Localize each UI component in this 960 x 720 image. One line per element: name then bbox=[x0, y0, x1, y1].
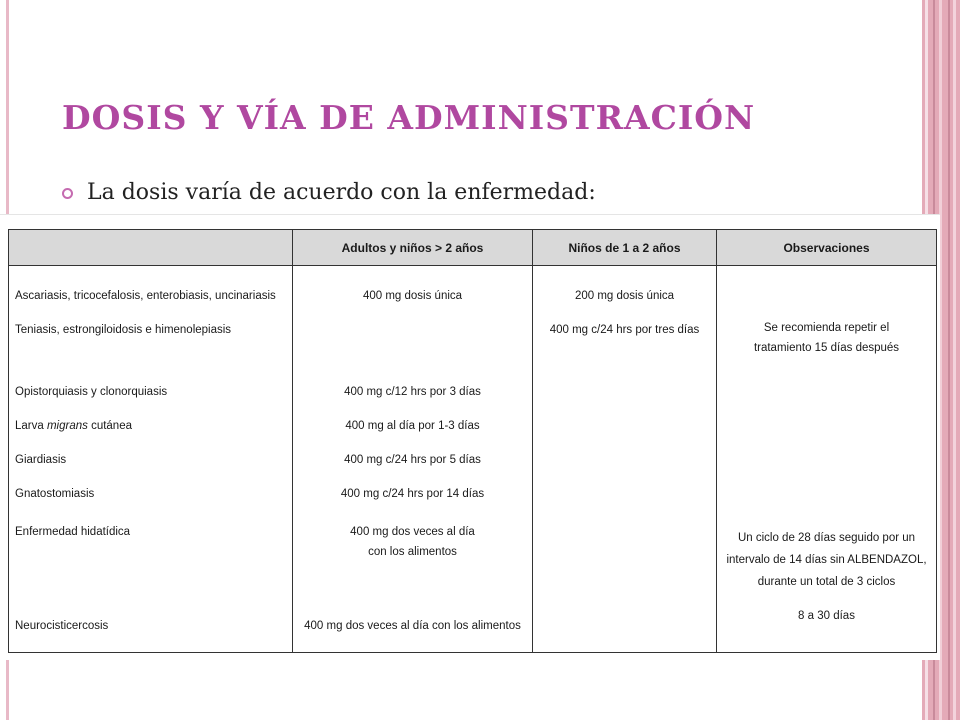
circle-bullet-icon bbox=[62, 188, 73, 199]
condition-ascariasis: Ascariasis, tricocefalosis, enterobiasis, uncinariasis bbox=[15, 290, 276, 302]
observation: tratamiento 15 días después bbox=[753, 342, 900, 354]
condition-column bbox=[9, 266, 293, 653]
dosage-table bbox=[8, 229, 937, 653]
adult-dose-column bbox=[293, 266, 533, 653]
adult-dose: 400 mg dos veces al día con los alimentos bbox=[304, 620, 521, 632]
adult-dose: 400 mg dos veces al día bbox=[350, 526, 475, 538]
condition-teniasis: Teniasis, estrongiloidosis e himenolepiasis bbox=[15, 324, 232, 336]
header-condition bbox=[9, 230, 293, 266]
header-children: Niños de 1 a 2 años bbox=[533, 230, 717, 266]
observation: Un ciclo de 28 días seguido por un bbox=[737, 532, 916, 544]
slide-border-stripe bbox=[948, 0, 950, 720]
slide-border-stripe bbox=[953, 0, 956, 720]
adult-dose: 400 mg c/12 hrs por 3 días bbox=[344, 386, 481, 398]
header-observations: Observaciones bbox=[717, 230, 937, 266]
condition-opistorquiasis: Opistorquiasis y clonorquiasis bbox=[15, 386, 168, 398]
adult-dose: 400 mg dosis única bbox=[362, 290, 463, 302]
child-dose: 200 mg dosis única bbox=[574, 290, 675, 302]
observation: 8 a 30 días bbox=[798, 610, 855, 622]
slide-title: DOSIS Y VÍA DE ADMINISTRACIÓN bbox=[62, 98, 756, 137]
bullet-item bbox=[62, 180, 596, 205]
condition-larva-migrans: Larva migrans cutánea bbox=[15, 420, 132, 432]
header-adults: Adultos y niños > 2 años bbox=[293, 230, 533, 266]
adult-dose: con los alimentos bbox=[368, 546, 457, 558]
condition-hidatidica: Enfermedad hidatídica bbox=[15, 526, 131, 538]
condition-giardiasis: Giardiasis bbox=[15, 454, 67, 466]
table-row bbox=[9, 266, 937, 653]
bullet-text: La dosis varía de acuerdo con la enfermedad: bbox=[87, 180, 596, 205]
condition-neurocisticercosis: Neurocisticercosis bbox=[15, 620, 109, 632]
observation: durante un total de 3 ciclos bbox=[757, 576, 896, 588]
adult-dose: 400 mg c/24 hrs por 14 días bbox=[340, 488, 485, 500]
adult-dose: 400 mg c/24 hrs por 5 días bbox=[344, 454, 481, 466]
table-header-row bbox=[9, 230, 937, 266]
condition-gnatostomiasis: Gnatostomiasis bbox=[15, 488, 95, 500]
observations-column bbox=[717, 266, 937, 653]
child-dose: 400 mg c/24 hrs por tres días bbox=[549, 324, 700, 336]
child-dose-column bbox=[533, 266, 717, 653]
dosage-table-image bbox=[0, 214, 940, 660]
adult-dose: 400 mg al día por 1-3 días bbox=[345, 420, 480, 432]
observation: Se recomienda repetir el bbox=[763, 322, 890, 334]
observation: intervalo de 14 días sin ALBENDAZOL, bbox=[726, 554, 927, 566]
